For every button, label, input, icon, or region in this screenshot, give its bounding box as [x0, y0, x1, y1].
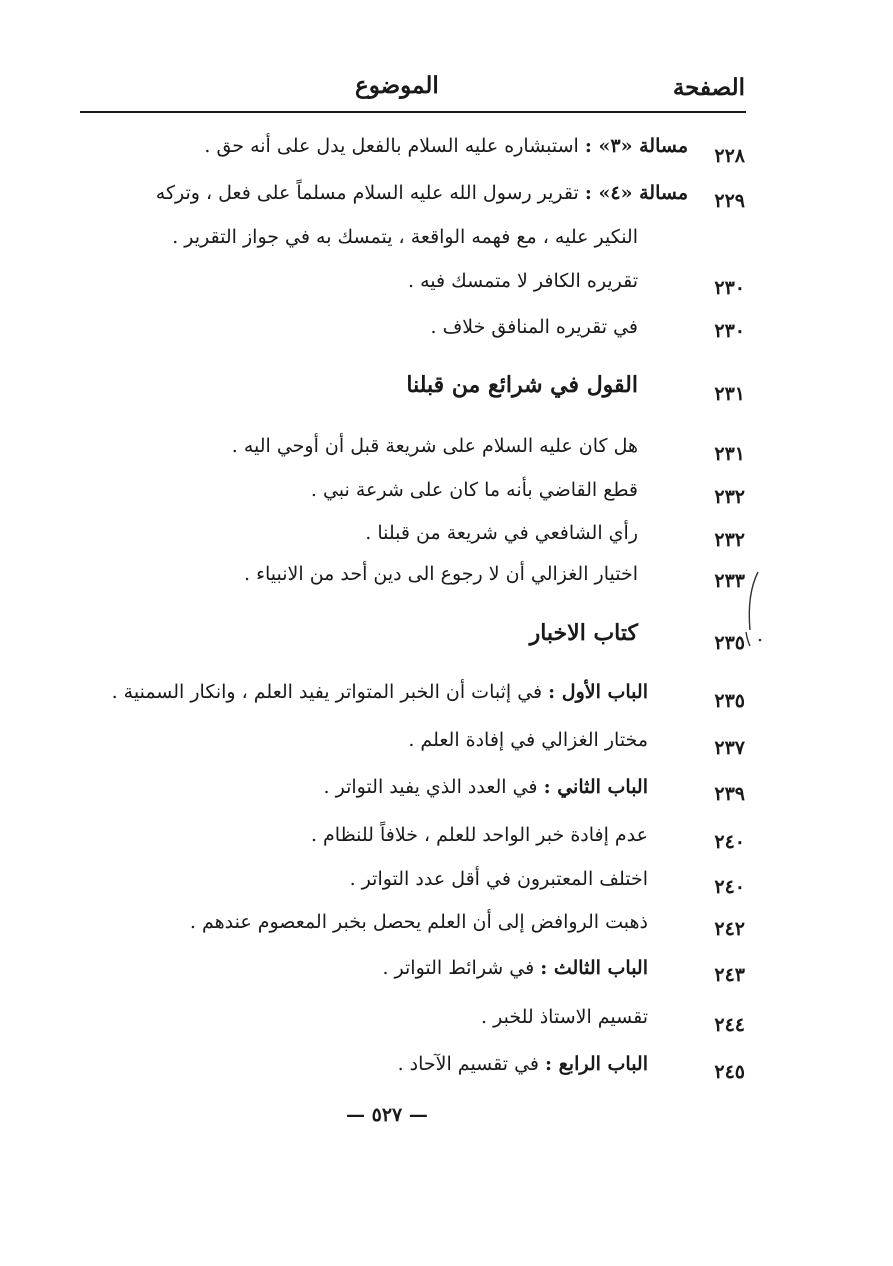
entry-lead: الباب الثاني :: [543, 776, 648, 798]
entry-text: ذهبت الروافض إلى أن العلم يحصل بخبر المعصوم عندهم .: [189, 911, 648, 933]
page-column-header: الصفحة: [672, 74, 745, 101]
toc-entry: [244, 561, 638, 587]
entry-page-number: ٢٣٥: [714, 690, 745, 712]
toc-entry: [408, 268, 638, 294]
entry-text: في شرائط التواتر .: [382, 957, 535, 979]
toc-entry: [190, 909, 648, 935]
entry-page-number: ٢٢٨: [714, 145, 745, 167]
toc-entry: [324, 774, 649, 800]
toc-entry: [382, 955, 648, 981]
entry-text: هل كان عليه السلام على شريعة قبل أن أوحي اليه .: [231, 435, 638, 457]
entry-text: عدم إفادة خبر الواحد للعلم ، خلافاً للنظام .: [310, 824, 648, 846]
entry-text: في تقسيم الآحاد .: [397, 1053, 539, 1075]
entry-text: قطع القاضي بأنه ما كان على شرعة نبي .: [310, 479, 638, 501]
entry-page-number: ٢٤٠: [714, 876, 745, 898]
entry-page-number: ٢٤٤: [714, 1014, 745, 1036]
entry-text: اختيار الغزالي أن لا رجوع الى دين أحد من الانبياء .: [244, 563, 638, 585]
page-footer-number: — ٥٢٧ —: [346, 1104, 428, 1126]
toc-entry: [156, 180, 688, 206]
toc-entry: [365, 520, 638, 546]
entry-page-number: ٢٣٣: [714, 570, 745, 592]
section-heading: [406, 372, 638, 398]
entry-text: في تقريره المنافق خلاف .: [430, 316, 638, 338]
entry-text: القول في شرائع من قبلنا: [406, 372, 638, 398]
toc-entry: [430, 314, 638, 340]
toc-entry: [204, 133, 688, 159]
topic-column-header: الموضوع: [355, 72, 439, 99]
toc-entry: [311, 477, 638, 503]
toc-entry: [112, 679, 648, 705]
entry-text: مختار الغزالي في إفادة العلم .: [408, 729, 648, 751]
entry-text: تقرير رسول الله عليه السلام مسلماً على فعل ، وتركه: [155, 182, 579, 204]
entry-page-number: ٢٢٩: [714, 190, 745, 212]
toc-entry-continuation: [172, 224, 638, 250]
entry-page-number: ٢٣٢: [714, 529, 745, 551]
toc-entry: [232, 433, 638, 459]
entry-page-number: ٢٣٥: [714, 632, 745, 654]
entry-text: تقريره الكافر لا متمسك فيه .: [408, 270, 638, 292]
entry-lead: مسالة «٣» :: [584, 135, 688, 157]
entry-page-number: ٢٣٢: [714, 486, 745, 508]
entry-page-number: ٢٣٧: [714, 737, 745, 759]
entry-page-number: ٢٤٠: [714, 831, 745, 853]
entry-text: اختلف المعتبرون في أقل عدد التواتر .: [349, 868, 648, 890]
entry-page-number: ٢٣٠: [714, 320, 745, 342]
toc-entry: [398, 1051, 648, 1077]
entry-lead: الباب الأول :: [548, 681, 648, 703]
entry-text: كتاب الاخبار: [529, 620, 638, 646]
entry-text: تقسيم الاستاذ للخبر .: [481, 1006, 648, 1028]
entry-page-number: ٢٤٥: [714, 1061, 745, 1083]
toc-entry: [350, 866, 648, 892]
toc-entry: [408, 727, 648, 753]
entry-text: استبشاره عليه السلام بالفعل يدل على أنه حق .: [204, 135, 579, 157]
toc-entry: [311, 822, 648, 848]
entry-lead: مسالة «٤» :: [584, 182, 688, 204]
entry-lead: الباب الثالث :: [540, 957, 648, 979]
entry-text: في إثبات أن الخبر المتواتر يفيد العلم ، وانكار السمنية .: [111, 681, 543, 703]
entry-page-number: ٢٣١: [714, 443, 745, 465]
entry-text: رأي الشافعي في شريعة من قبلنا .: [365, 522, 638, 544]
entry-page-number: ٢٣٠: [714, 277, 745, 299]
section-heading: [530, 620, 638, 646]
entry-text: النكير عليه ، مع فهمه الواقعة ، يتمسك به في جواز التقرير .: [172, 226, 638, 248]
entry-page-number: ٢٣٩: [714, 783, 745, 805]
header-rule: [80, 111, 746, 113]
entry-text: في العدد الذي يفيد التواتر .: [323, 776, 538, 798]
entry-page-number: ٢٣١: [714, 383, 745, 405]
entry-page-number: ٢٤٢: [714, 918, 745, 940]
entry-page-number: ٢٤٣: [714, 964, 745, 986]
entry-lead: الباب الرابع :: [545, 1053, 648, 1075]
toc-entry: [481, 1004, 648, 1030]
